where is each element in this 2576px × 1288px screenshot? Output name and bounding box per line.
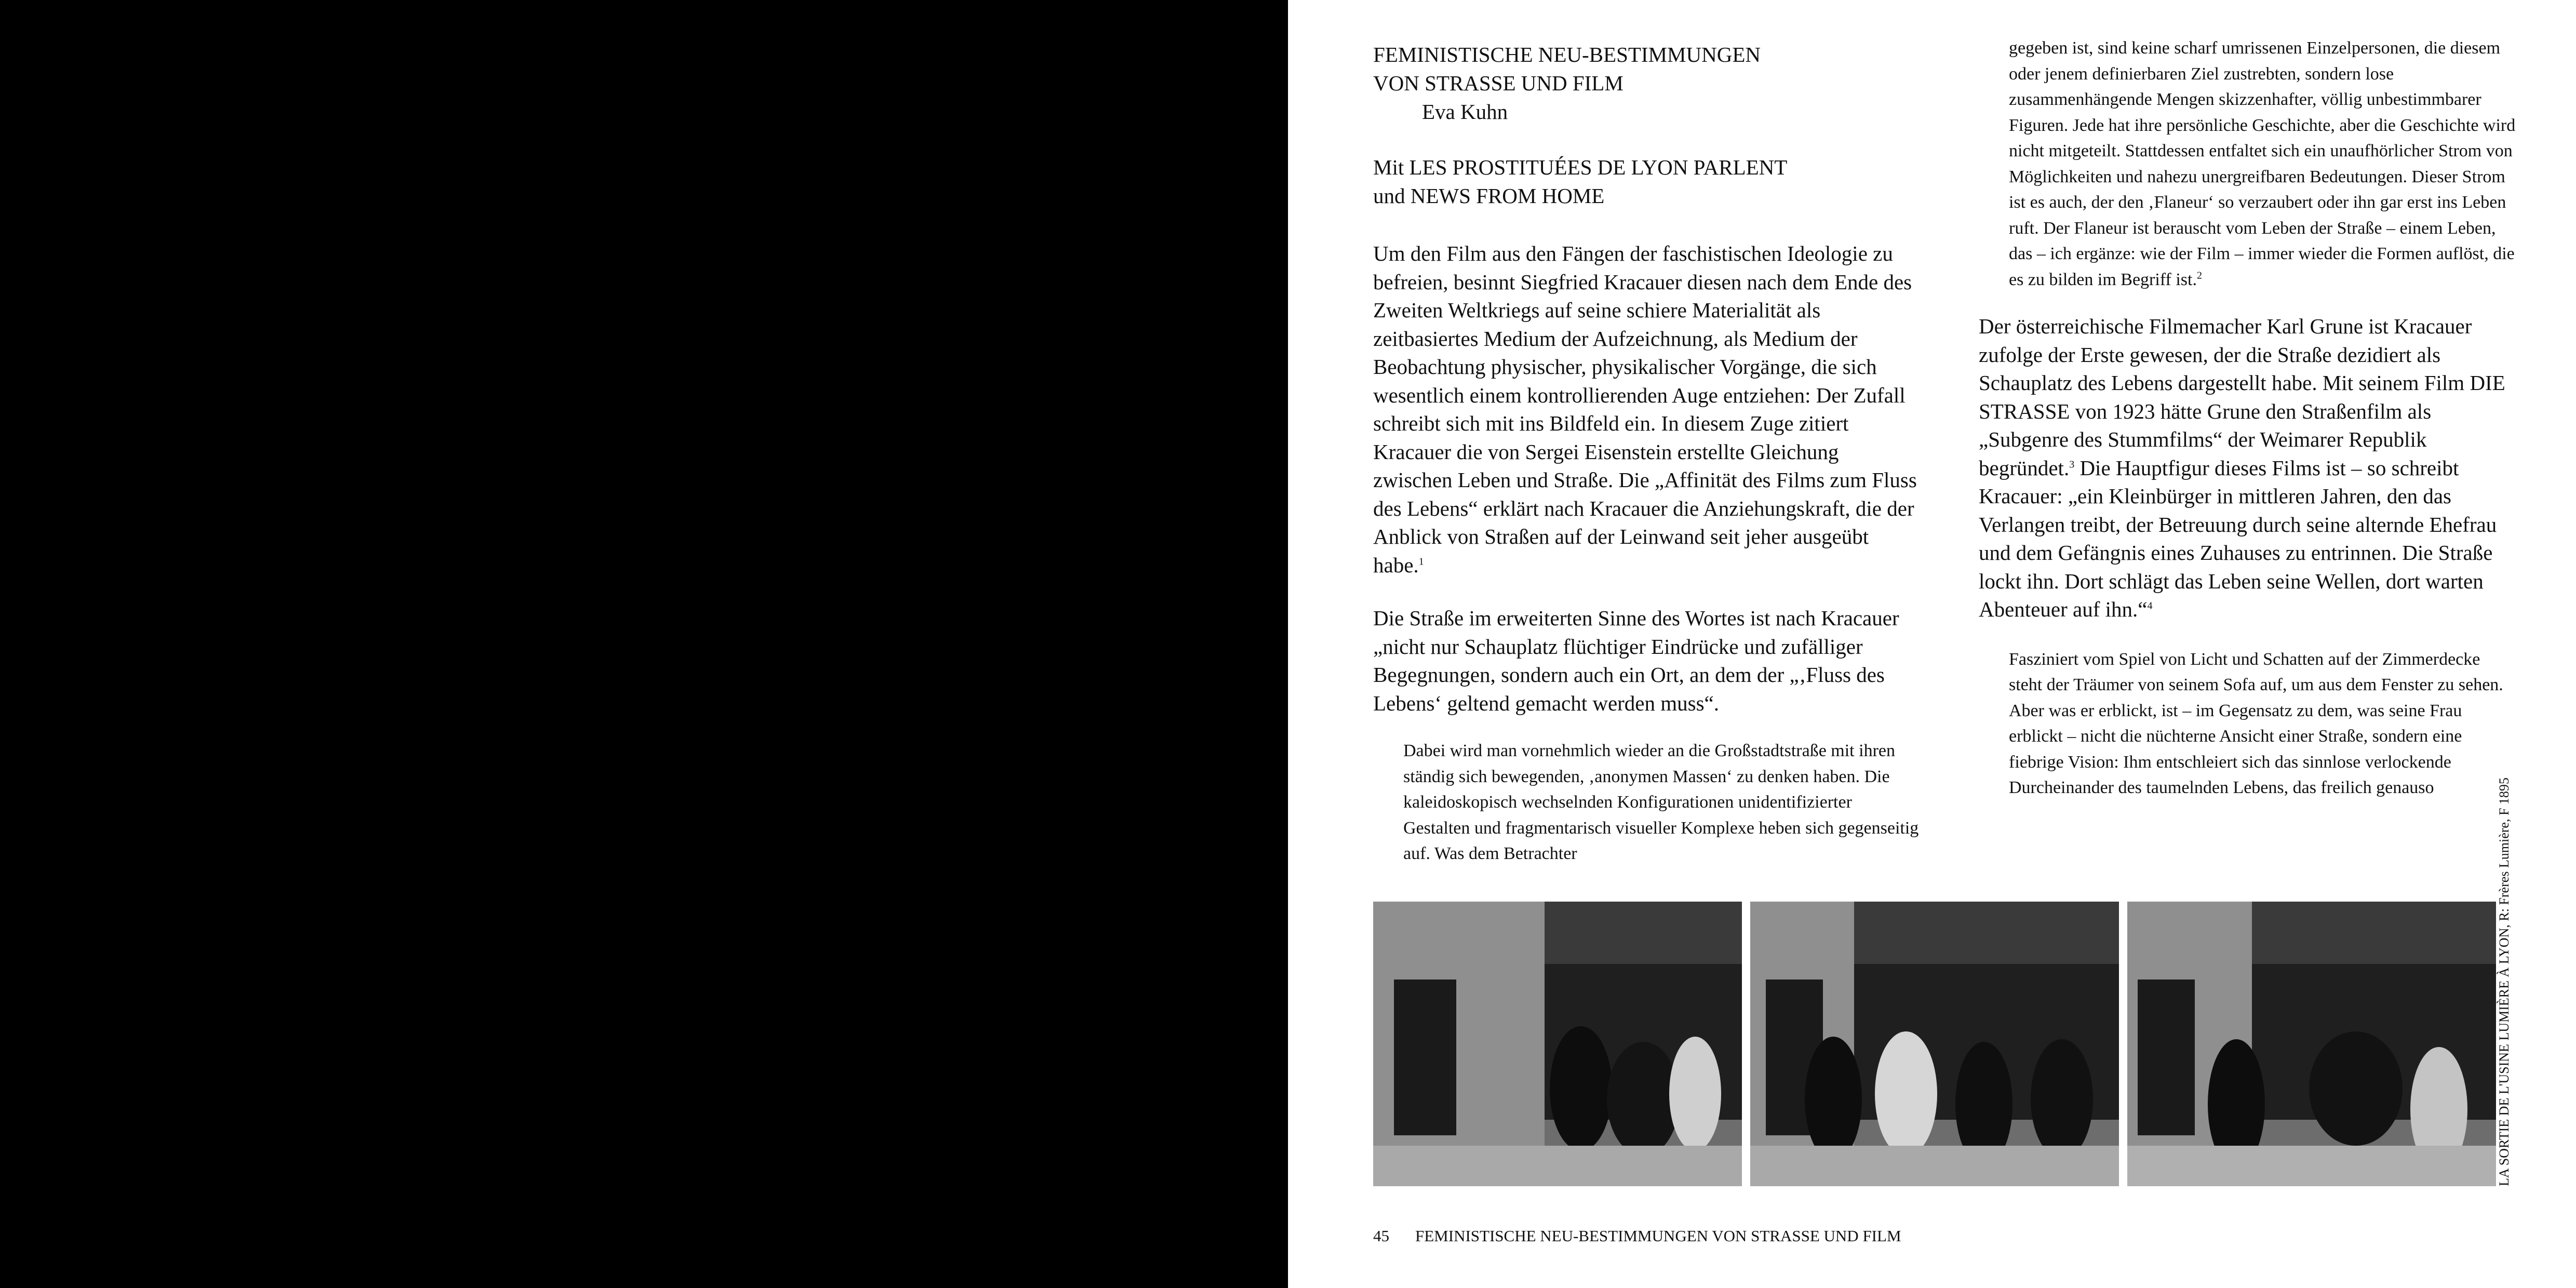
paragraph-1-text: Um den Film aus den Fängen der faschistischen Ideologie zu befreien, besinnt Siegfried Kracauer diesen nach dem Ende des Zweiten Weltkriegs auf seine schiere Materialität als zeitbasiertes Medium der Aufzeichnung, als Medium der Beobachtung physischer, physikalischer Vorgänge, die sich wesentlich einem kontrollierenden Auge entziehen: Der Zufall schreibt sich mit ins Bildfeld ein. In diesem Zuge zitiert Kracauer die von Sergei Eisenstein erstellte Gleichung zwischen Leben und Straße. Die „Affinität des Films zum Fluss des Lebens“ erklärt nach Kracauer die Anziehungskraft, die der Anblick von Straßen auf der Leinwand seit jeher ausgeübt habe. xyxy=(1373,242,1917,577)
footnote-ref-4: 4 xyxy=(2147,600,2153,612)
film-still-2-image xyxy=(1750,902,2119,1186)
film-still-1-image xyxy=(1373,902,1742,1186)
paragraph-3-text-b: Die Hauptfigur dieses Films ist – so schreibt Kracauer: „ein Kleinbürger in mittleren Jahren, den das Verlangen treibt, der Betreuung durch seine alternde Ehefrau und dem Gefängnis eines Zuhauses zu entrinnen. Die Straße lockt ihn. Dort schlägt das Leben seine Wellen, dort warten Abenteuer auf ihn.“ xyxy=(1979,455,2497,621)
footnote-ref-3: 3 xyxy=(2069,458,2075,470)
film-still-2 xyxy=(1750,902,2119,1186)
author-name: Eva Kuhn xyxy=(1422,100,1508,124)
page-footer xyxy=(1373,1227,1901,1245)
right-page xyxy=(1288,0,2576,1288)
footnote-ref-2: 2 xyxy=(2196,270,2202,281)
right-column xyxy=(1979,38,2517,801)
paragraph-2: Die Straße im erweiterten Sinne des Wortes ist nach Kracauer „nicht nur Schauplatz flüchtiger Eindrücke und zufälliger Begegnungen, sondern auch ein Ort, an dem der „‚Fluss des Lebens‘ geltend gemacht werden muss“. xyxy=(1373,606,1899,715)
running-title: FEMINISTISCHE NEU-BESTIMMUNGEN VON STRASSE UND FILM xyxy=(1415,1227,1901,1245)
figure-caption xyxy=(2496,777,2529,1186)
article-title-line-1: FEMINISTISCHE NEU-BESTIMMUNGEN xyxy=(1373,43,1761,66)
subtitle-line-2: und NEWS FROM HOME xyxy=(1373,184,1605,208)
paragraph-1 xyxy=(1373,239,1920,579)
left-column xyxy=(1373,41,1920,867)
article-title-line-2: VON STRASSE UND FILM xyxy=(1373,71,1624,95)
film-stills-strip xyxy=(1373,902,2498,1186)
film-still-3 xyxy=(2127,902,2496,1186)
block-quote-1-continued xyxy=(1979,35,2517,292)
paragraph-3 xyxy=(1979,312,2517,624)
block-quote-2: Fasziniert vom Spiel von Licht und Schatten auf der Zimmerdecke steht der Träumer von seinem Sofa auf, um aus dem Fenster zu sehen. Aber was er erblickt, ist – im Gegensatz zu dem, was seine Frau erblickt – nicht die nüchterne Ansicht einer Straße, sondern eine fiebrige Vision: Ihm entschleiert sich das sinnlose verlockende Durcheinander des taumelnden Lebens, das freilich genauso xyxy=(2009,649,2503,797)
block-quote-1: Dabei wird man vornehmlich wieder an die Großstadtstraße mit ihren ständig sich bewegenden, ‚anonymen Massen‘ zu denken haben. Die kaleidoskopisch wechselnden Konfigurationen unidentifizierter Gestalten und fragmentarisch visueller Komplexe heben sich gegenseitig auf. Was dem Betrachter xyxy=(1403,741,1919,863)
block-quote-1-continued-text: gegeben ist, sind keine scharf umrissenen Einzelpersonen, die diesem oder jenem definierbaren Ziel zustrebten, sondern lose zusammenhängende Mengen skizzenhafter, völlig unbestimmbarer Figuren. Jede hat ihre persönliche Geschichte, aber die Geschichte wird nicht mitgeteilt. Stattdessen entfaltet sich ein unaufhörlicher Strom von Möglichkeiten und nahezu unergreifbaren Bedeutungen. Dieser Strom ist es auch, der den ‚Flaneur‘ so verzaubert oder ihn gar erst ins Leben ruft. Der Flaneur ist berauscht vom Leben der Straße – einem Leben, das – ich ergänze: wie der Film – immer wieder die Formen auflöst, die es zu bilden im Begriff ist. xyxy=(2009,38,2516,289)
footnote-ref-1: 1 xyxy=(1418,555,1424,567)
page-number: 45 xyxy=(1373,1227,1389,1245)
subtitle-line-1: Mit LES PROSTITUÉES DE LYON PARLENT xyxy=(1373,155,1788,179)
figure-caption-text: LA SORTIE DE L'USINE LUMIÈRE À LYON, R: Frères Lumière, F 1895 xyxy=(2497,777,2512,1186)
film-still-1 xyxy=(1373,902,1742,1186)
paragraph-3-text-a: Der österreichische Filmemacher Karl Grune ist Kracauer zufolge der Erste gewesen, der die Straße dezidiert als Schauplatz des Lebens dargestellt habe. Mit seinem Film DIE STRASSE von 1923 hätte Grune den Straßenfilm als „Subgenre des Stummfilms“ der Weimarer Republik begründet. xyxy=(1979,314,2505,480)
film-still-3-image xyxy=(2127,902,2496,1186)
